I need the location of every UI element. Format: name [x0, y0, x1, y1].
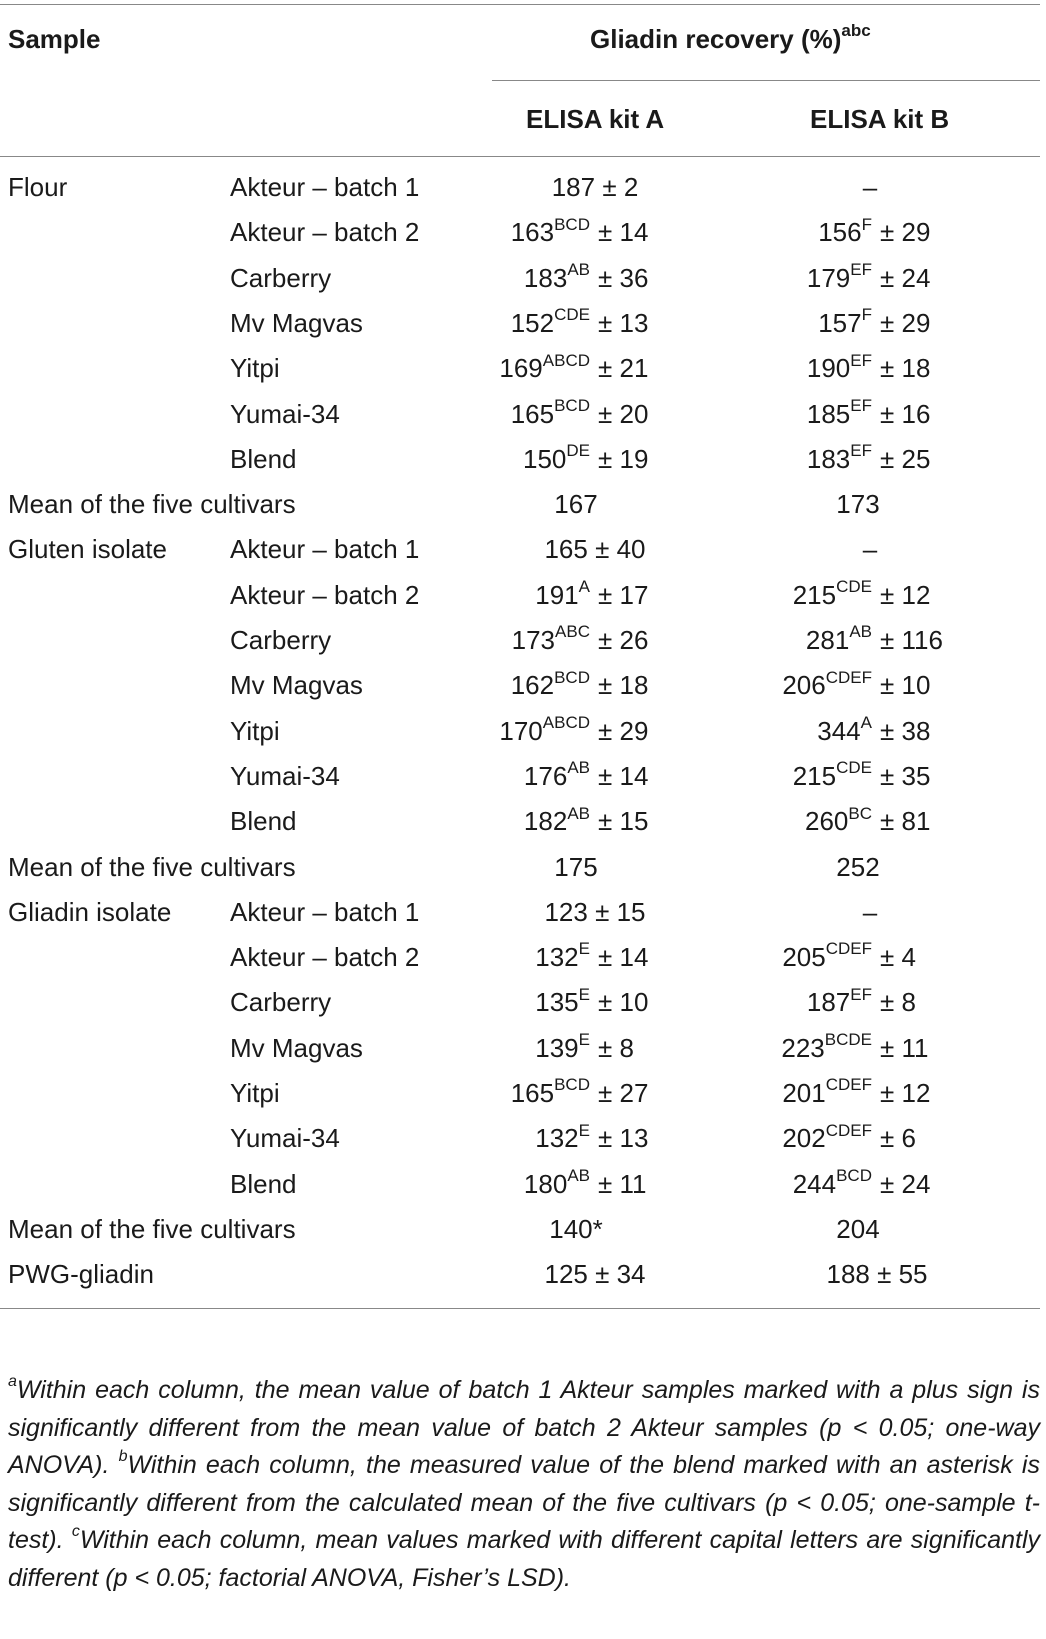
cultivar-label: Blend	[230, 443, 297, 474]
kit-b-cell-letters: A	[860, 712, 872, 732]
kit-b-cell-sd: ± 16	[880, 398, 931, 429]
kit-b-cell-sd: ± 12	[880, 1078, 931, 1108]
kit-a-cell-value-group	[499, 350, 590, 384]
kit-b-cell-number: 205	[782, 942, 826, 973]
kit-a-cell-value-group	[523, 259, 590, 293]
cultivar-label: Blend	[230, 1168, 297, 1199]
kit-b-cell-letters: CDEF	[825, 667, 872, 687]
cultivar-label: Yitpi	[230, 1078, 280, 1108]
kit-a-cell-letters: A	[578, 577, 590, 597]
kit-b-cell-value-group	[817, 712, 872, 746]
kit-a-cell-number: 180	[523, 1168, 568, 1199]
kit-b-cell-letters: F	[861, 214, 872, 234]
kit-b-cell-number: 215	[792, 579, 837, 610]
kit-b-cell-letters: BC	[848, 803, 872, 823]
kit-b-cell-letters: CDE	[836, 758, 872, 778]
section-label: Gliadin isolate	[8, 896, 172, 927]
kit-a-cell-sd: ± 14	[598, 217, 649, 248]
kit-a-cell-sd: ± 27	[598, 1078, 649, 1108]
kit-a-cell-sd: ± 13	[598, 307, 649, 338]
kit-a-cell-number: 182	[523, 806, 568, 837]
cultivar-label: Mv Magvas	[230, 670, 363, 701]
kit-a-cell-number: 135	[535, 987, 579, 1018]
kit-a-cell-value-group	[535, 984, 590, 1018]
kit-a-cell-value-group	[535, 577, 590, 610]
kit-b-cell-number: 215	[792, 760, 837, 791]
kit-b-cell-sd: ± 18	[880, 353, 931, 384]
cultivar-label: Blend	[230, 806, 297, 837]
kit-a-number: 187	[551, 172, 596, 202]
kit-b-cell-sd: ± 35	[880, 760, 931, 791]
kit-b-cell-number: 156	[818, 217, 862, 248]
cultivar-label: Akteur – batch 2	[230, 942, 420, 973]
kit-a-cell-number: 132	[535, 942, 579, 973]
mean-label: Mean of the five cultivars	[8, 851, 296, 882]
kit-b-cell-letters: EF	[850, 441, 872, 461]
kit-b-cell-value-group	[782, 1075, 872, 1108]
kit-b-cell-number: 179	[806, 262, 851, 293]
kit-b-cell: –	[862, 172, 878, 202]
kit-b-cell-sd: ± 8	[880, 987, 916, 1018]
kit-b-cell-number: 187	[806, 987, 851, 1018]
kit-b-cell-number: 223	[781, 1032, 825, 1063]
recovery-header-sup: abc	[841, 21, 871, 41]
kit-b-cell-value-group	[806, 441, 872, 474]
kit-a-cell-letters: CDE	[554, 305, 590, 325]
mean-label: Mean of the five cultivars	[8, 1213, 296, 1244]
header-bottom-rule	[0, 156, 1040, 157]
kit-b-cell-sd: ± 116	[880, 625, 943, 655]
mean-kit-b: 204	[836, 1213, 880, 1244]
kit-b-cell-value-group	[806, 395, 872, 429]
kit-a-sd: ± 40	[595, 534, 646, 565]
footnote	[8, 1372, 1040, 1597]
kit-b-cell-letters: AB	[849, 622, 872, 642]
kit-b-cell-sd: ± 29	[880, 307, 931, 338]
kit-b-cell-number: 201	[782, 1078, 826, 1108]
cultivar-label: Akteur – batch 1	[230, 896, 420, 927]
kit-a-cell-number: 132	[535, 1123, 579, 1154]
kit-b-cell-number: 202	[782, 1123, 826, 1154]
kit-b-cell-letters: EF	[850, 350, 872, 370]
kit-a-cell-sd: ± 8	[598, 1032, 634, 1063]
kit-b-cell-value-group	[805, 622, 872, 655]
recovery-header-text: Gliadin recovery (%)	[590, 24, 842, 54]
kit-b-cell-value-group	[782, 1120, 872, 1154]
kit-a-cell-letters: BCD	[554, 395, 590, 415]
kit-b-cell-letters: BCD	[836, 1165, 872, 1185]
kit-a-cell-number: 173	[511, 625, 556, 655]
footnote-text: Within each column, the measured value of the blend marked with an asterisk is significantly different from the calculated mean of the five cultivars (p < 0.05; one-sample t-test).	[8, 1451, 1040, 1554]
cultivar-label: Akteur – batch 2	[230, 217, 420, 248]
kit-a-cell-letters: E	[578, 1120, 590, 1140]
kit-a-cell-number: 183	[523, 262, 568, 293]
kit-a-cell-letters: E	[578, 984, 590, 1004]
kit-b-cell-value-group	[818, 305, 872, 338]
kit-b-cell-number: 206	[782, 670, 826, 701]
kit-a-sd: ± 2	[602, 172, 639, 202]
kit-a-cell-letters: AB	[567, 1165, 590, 1185]
mean-kit-a: 175	[554, 851, 598, 882]
kit-a-cell-sd: ± 13	[598, 1123, 649, 1154]
kit-b-cell-sd: ± 24	[880, 262, 931, 293]
kit-a-cell-sd: ± 19	[598, 443, 649, 474]
cultivar-label: Carberry	[230, 262, 332, 293]
kit-b-cell-value-group	[782, 667, 872, 701]
kit-b-cell-number: 183	[806, 443, 851, 474]
kit-b-cell-letters: CDEF	[825, 1075, 872, 1095]
pwg-kit-a: 125 ± 34	[544, 1259, 646, 1290]
cultivar-label: Yumai-34	[230, 1123, 340, 1154]
kit-a-cell-letters: ABC	[555, 622, 590, 642]
kit-a-cell-letters: AB	[567, 758, 590, 778]
cultivar-label: Yumai-34	[230, 760, 340, 791]
footnote-text: Within each column, the mean value of batch 1 Akteur samples marked with a plus sign is significantly different from the mean value of batch 2 Akteur samples (p < 0.05; one-way ANOVA).	[8, 1376, 1040, 1479]
kit-a-cell-number: 163	[510, 217, 555, 248]
footnote-marker: c	[71, 1522, 80, 1540]
kit-a-cell-value-group	[523, 803, 590, 837]
kit-a-sd: ± 15	[595, 896, 646, 927]
cultivar-label: Akteur – batch 2	[230, 579, 420, 610]
cultivar-label: Carberry	[230, 987, 332, 1018]
kit-a-cell-sd: ± 20	[598, 398, 649, 429]
kit-a-number: 123	[544, 896, 588, 927]
kit-a-header: ELISA kit A	[526, 104, 665, 134]
cultivar-label: Akteur – batch 1	[230, 534, 420, 565]
kit-a-cell-value-group	[510, 395, 590, 429]
kit-b-cell: –	[862, 896, 878, 927]
header-subrule	[492, 80, 1040, 81]
kit-b-cell-value-group	[792, 758, 872, 791]
kit-a-cell-letters: ABCD	[542, 350, 590, 370]
kit-b-cell-value-group	[792, 577, 872, 610]
kit-a-cell	[500, 172, 690, 202]
kit-a-cell-number: 169	[499, 353, 543, 384]
kit-a-cell-value-group	[523, 758, 590, 791]
sample-header: Sample	[8, 24, 101, 54]
pwg-kit-b: 188 ± 55	[826, 1259, 928, 1290]
kit-b-cell-sd: ± 6	[880, 1123, 916, 1154]
cultivar-label: Yitpi	[230, 715, 280, 746]
kit-a-cell-number: 191	[535, 579, 579, 610]
recovery-header	[590, 21, 871, 54]
kit-b-cell-value-group	[818, 214, 872, 248]
kit-a-cell-sd: ± 18	[598, 670, 649, 701]
kit-a-number: 165	[544, 534, 588, 565]
kit-b-cell-sd: ± 29	[880, 217, 931, 248]
kit-a-cell-number: 165	[510, 1078, 555, 1108]
kit-b-cell-letters: EF	[850, 984, 872, 1004]
kit-a-cell-number: 139	[535, 1032, 579, 1063]
footnote-marker: a	[8, 1372, 17, 1390]
kit-a-cell-letters: E	[578, 939, 590, 959]
footnote-marker: b	[118, 1447, 128, 1465]
kit-b-cell-sd: ± 11	[880, 1032, 929, 1063]
kit-b-cell-value-group	[804, 803, 872, 837]
kit-a-cell-value-group	[510, 305, 590, 338]
kit-b-cell-sd: ± 10	[880, 670, 931, 701]
kit-a-cell-sd: ± 21	[598, 353, 649, 384]
kit-a-cell-value-group	[523, 1165, 590, 1199]
section-label: Flour	[8, 172, 68, 202]
kit-b-cell-letters: F	[861, 305, 872, 325]
table-bottom-rule	[0, 1308, 1040, 1309]
cultivar-label: Mv Magvas	[230, 307, 363, 338]
kit-a-cell-letters: AB	[567, 259, 590, 279]
kit-a-cell-value-group	[510, 214, 590, 248]
mean-kit-a: 140*	[549, 1213, 603, 1244]
kit-a-cell-number: 176	[523, 760, 568, 791]
kit-b-cell-value-group	[806, 259, 872, 293]
kit-a-cell-letters: ABCD	[542, 712, 590, 732]
kit-b-cell-letters: EF	[850, 259, 872, 279]
kit-a-cell-value-group	[510, 1075, 590, 1108]
kit-b-cell-value-group	[782, 939, 872, 973]
cultivar-label: Yumai-34	[230, 398, 340, 429]
kit-b-cell-number: 190	[806, 353, 851, 384]
kit-a-cell-letters: AB	[567, 803, 590, 823]
kit-b-cell-value-group	[781, 1030, 872, 1063]
kit-b-cell-number: 260	[804, 806, 849, 837]
kit-a-cell-value-group	[510, 667, 590, 701]
kit-b-cell-number: 185	[806, 398, 851, 429]
kit-b-cell-number: 344	[817, 715, 861, 746]
kit-b-header: ELISA kit B	[810, 104, 950, 134]
kit-a-cell-letters: BCD	[554, 667, 590, 687]
kit-a-cell-number: 152	[510, 307, 555, 338]
kit-b-cell-number: 281	[805, 625, 850, 655]
kit-b-cell-letters: CDEF	[825, 939, 872, 959]
kit-a-cell-value-group	[535, 939, 590, 973]
kit-a-cell-sd: ± 14	[598, 942, 649, 973]
footnote-text: Within each column, mean values marked with different capital letters are significantly different (p < 0.05; factorial ANOVA, Fisher’s LSD).	[8, 1526, 1041, 1592]
kit-b-cell-sd: ± 4	[880, 942, 916, 973]
kit-b-cell-sd: ± 25	[880, 443, 931, 474]
kit-a-cell-letters: DE	[566, 441, 590, 461]
kit-a-cell-sd: ± 10	[598, 987, 649, 1018]
kit-a-cell-value-group	[511, 622, 590, 655]
kit-a-cell-sd: ± 36	[598, 262, 649, 293]
kit-a-cell-number: 170	[499, 715, 543, 746]
kit-b-cell: –	[862, 534, 878, 565]
kit-a-cell-letters: BCD	[554, 214, 590, 234]
kit-a-cell-letters: BCD	[554, 1075, 590, 1095]
pwg-label: PWG-gliadin	[8, 1259, 154, 1290]
kit-b-cell-value-group	[792, 1165, 872, 1199]
kit-b-cell-sd: ± 81	[880, 806, 931, 837]
kit-b-cell-sd: ± 38	[880, 715, 931, 746]
kit-a-cell-value-group	[499, 712, 590, 746]
mean-kit-b: 252	[836, 851, 880, 882]
kit-a-cell-sd: ± 29	[598, 715, 649, 746]
kit-a-cell-number: 165	[510, 398, 555, 429]
kit-a-cell-number: 162	[510, 670, 555, 701]
kit-a-cell	[500, 534, 690, 564]
kit-a-cell-number: 150	[522, 443, 567, 474]
section-label: Gluten isolate	[8, 534, 167, 565]
kit-a-cell-sd: ± 14	[598, 760, 649, 791]
kit-b-cell-sd: ± 24	[880, 1168, 931, 1199]
kit-a-cell-value-group	[535, 1120, 590, 1154]
kit-a-cell-sd: ± 26	[598, 625, 649, 655]
kit-b-cell-value-group	[806, 984, 872, 1018]
mean-kit-b: 173	[836, 489, 880, 520]
kit-a-cell-sd: ± 17	[598, 579, 649, 610]
kit-b-cell-letters: CDE	[836, 577, 872, 597]
kit-b-cell-number: 244	[792, 1168, 837, 1199]
kit-b-cell-letters: EF	[850, 395, 872, 415]
kit-b-cell-number: 157	[818, 307, 862, 338]
kit-b-cell-sd: ± 12	[880, 579, 931, 610]
kit-a-cell	[500, 897, 690, 927]
top-rule	[0, 4, 1040, 5]
kit-a-cell-value-group	[522, 441, 590, 474]
kit-a-cell-sd: ± 15	[598, 806, 649, 837]
mean-label: Mean of the five cultivars	[8, 489, 296, 520]
kit-a-cell-value-group	[535, 1030, 590, 1063]
mean-kit-a: 167	[554, 489, 598, 520]
kit-a-cell-letters: E	[578, 1030, 590, 1050]
cultivar-label: Mv Magvas	[230, 1032, 363, 1063]
kit-b-cell-letters: BCDE	[824, 1030, 872, 1050]
cultivar-label: Yitpi	[230, 353, 280, 384]
kit-a-cell-sd: ± 11	[598, 1168, 647, 1199]
kit-b-cell-value-group	[806, 350, 872, 384]
kit-b-cell-letters: CDEF	[825, 1120, 872, 1140]
cultivar-label: Carberry	[230, 625, 332, 655]
cultivar-label: Akteur – batch 1	[230, 172, 420, 202]
